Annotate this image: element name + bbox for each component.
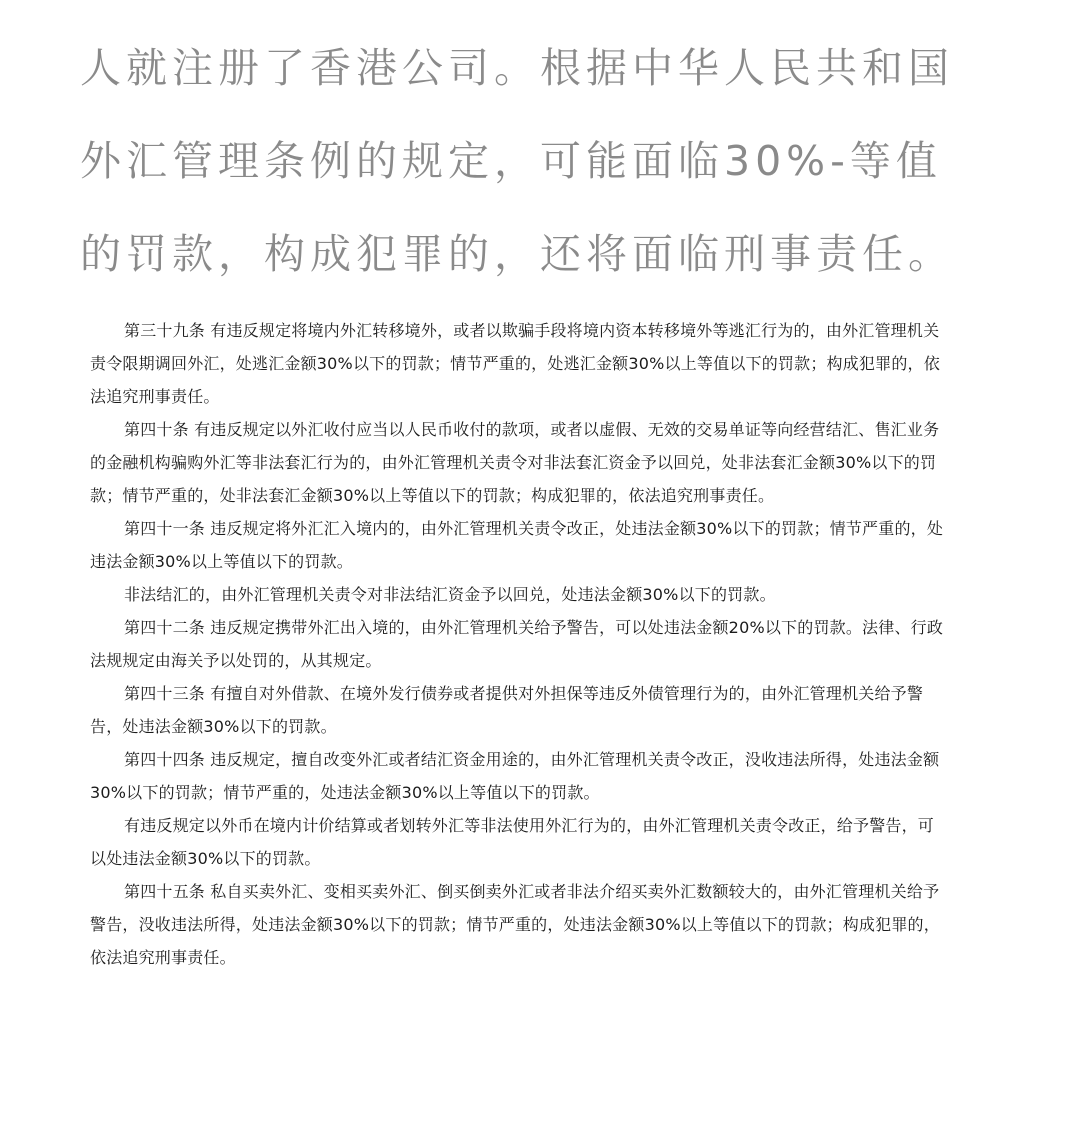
headline-line-2: 外汇管理条例的规定，可能面临30%-等值 [80,137,942,185]
article-44-paragraph-2-line-2: 以处违法金额30%以下的罚款。 [90,849,321,868]
article-43-line-1: 第四十三条 有擅自对外借款、在境外发行债券或者提供对外担保等违反外债管理行为的，由外汇管理机关给予警 [124,684,924,703]
article-42-line-1: 第四十二条 违反规定携带外汇出入境的，由外汇管理机关给予警告，可以处违法金额20%以下的罚款。法律、行政 [124,618,944,637]
headline-line-3: 的罚款，构成犯罪的，还将面临刑事责任。 [80,230,954,278]
article-39-line-1: 第三十九条 有违反规定将境内外汇转移境外，或者以欺骗手段将境内资本转移境外等逃汇行为的，由外汇管理机关 [124,321,940,340]
headline-text [80,22,1020,301]
article-44-line-1: 第四十四条 违反规定，擅自改变外汇或者结汇资金用途的，由外汇管理机关责令改正，没收违法所得，处违法金额 [124,750,940,769]
article-43-line-2: 告，处违法金额30%以下的罚款。 [90,717,337,736]
article-39-line-3: 法追究刑事责任。 [90,387,220,406]
article-45-line-2: 警告，没收违法所得，处违法金额30%以下的罚款；情节严重的，处违法金额30%以上等值以下的罚款；构成犯罪的， [90,915,940,934]
article-41-paragraph-2: 非法结汇的，由外汇管理机关责令对非法结汇资金予以回兑，处违法金额30%以下的罚款。 [124,585,776,604]
article-41-line-2: 违法金额30%以上等值以下的罚款。 [90,552,353,571]
article-41-line-1: 第四十一条 违反规定将外汇汇入境内的，由外汇管理机关责令改正，处违法金额30%以下的罚款；情节严重的，处 [124,519,944,538]
article-39-line-2: 责令限期调回外汇，处逃汇金额30%以下的罚款；情节严重的，处逃汇金额30%以上等值以下的罚款；构成犯罪的，依 [90,354,940,373]
article-42-line-2: 法规规定由海关予以处罚的，从其规定。 [90,651,382,670]
article-40-line-2: 的金融机构骗购外汇等非法套汇行为的，由外汇管理机关责令对非法套汇资金予以回兑，处非法套汇金额30%以下的罚 [90,453,937,472]
article-40-line-3: 款；情节严重的，处非法套汇金额30%以上等值以下的罚款；构成犯罪的，依法追究刑事责任。 [90,486,775,505]
headline-line-1: 人就注册了香港公司。根据中华人民共和国 [80,44,954,92]
article-44-paragraph-2-line-1: 有违反规定以外币在境内计价结算或者划转外汇等非法使用外汇行为的，由外汇管理机关责令改正，给予警告，可 [124,816,935,835]
law-excerpt [90,314,990,974]
article-45-line-1: 第四十五条 私自买卖外汇、变相买卖外汇、倒买倒卖外汇或者非法介绍买卖外汇数额较大的，由外汇管理机关给予 [124,882,940,901]
article-44-line-2: 30%以下的罚款；情节严重的，处违法金额30%以上等值以下的罚款。 [90,783,600,802]
article-40-line-1: 第四十条 有违反规定以外汇收付应当以人民币收付的款项，或者以虚假、无效的交易单证等向经营结汇、售汇业务 [124,420,940,439]
article-45-line-3: 依法追究刑事责任。 [90,948,236,967]
